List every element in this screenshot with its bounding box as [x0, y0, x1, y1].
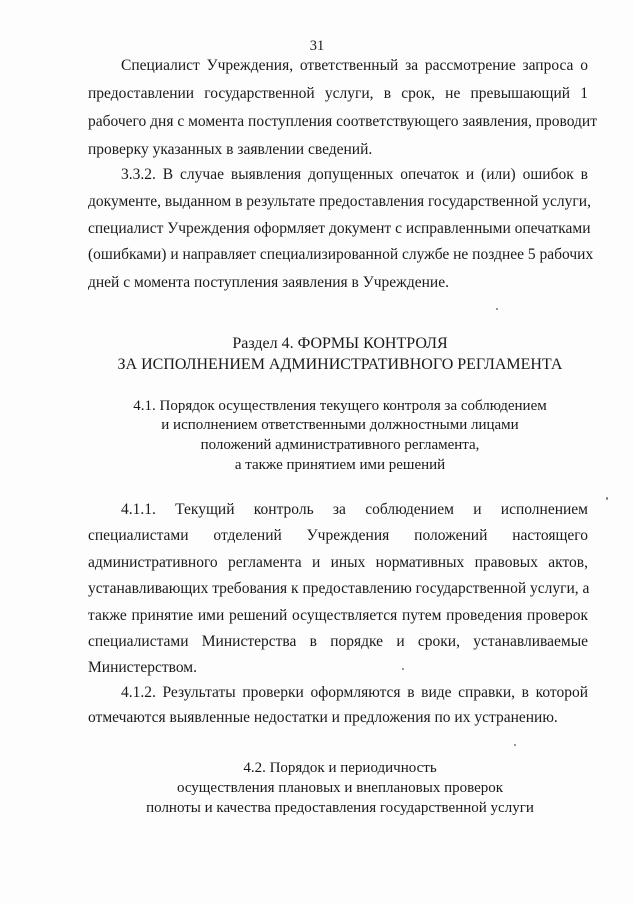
scan-speck: [402, 668, 404, 670]
scan-speck: [514, 744, 516, 746]
page-number: 31: [309, 38, 325, 54]
para-4-1-1-line-7: Министерством.: [88, 659, 197, 676]
para-1-line-4: проверку указанных в заявлении сведений.: [88, 141, 373, 158]
para-2-line-4: (ошибками) и направляет специализированной службе не позднее 5 рабочих: [88, 246, 594, 263]
subsection-4-1-line-4: а также принятием ими решений: [234, 457, 446, 473]
para-2-line-5: дней с момента поступления заявления в Учреждение.: [88, 274, 449, 291]
subsection-4-2-line-1: 4.2. Порядок и периодичность: [243, 760, 437, 776]
para-2-line-1: 3.3.2. В случае выявления допущенных опечаток и (или) ошибок в: [121, 166, 588, 183]
para-1-line-1: Специалист Учреждения, ответственный за рассмотрение запроса о: [121, 57, 588, 74]
subsection-4-1-line-2: и исполнением ответственными должностными лицами: [161, 417, 519, 433]
subsection-4-1-line-3: положений административного регламента,: [200, 437, 480, 453]
para-1-line-3: рабочего дня с момента поступления соответствующего заявления, проводит: [88, 113, 597, 130]
scan-speck: [496, 308, 498, 310]
para-4-1-1-line-2: специалистами отделений Учреждения положений настоящего: [88, 527, 588, 544]
para-4-1-2-line-1: 4.1.2. Результаты проверки оформляются в виде справки, в которой: [121, 684, 588, 701]
section-title-line-1: Раздел 4. ФОРМЫ КОНТРОЛЯ: [232, 335, 448, 352]
section-title-line-2: ЗА ИСПОЛНЕНИЕМ АДМИНИСТРАТИВНОГО РЕГЛАМЕНТА: [117, 356, 563, 373]
subsection-4-2-line-2: осуществления плановых и внеплановых проверок: [176, 780, 504, 796]
subsection-4-1-line-1: 4.1. Порядок осуществления текущего контроля за соблюдением: [133, 398, 547, 414]
para-4-1-1-line-4: устанавливающих требования к предоставлению государственной услуги, а: [88, 580, 590, 597]
para-2-line-3: специалист Учреждения оформляет документ с исправленными опечатками: [88, 220, 591, 237]
para-4-1-1-line-6: специалистами Министерства в порядке и сроки, устанавливаемые: [88, 633, 588, 650]
para-4-1-2-line-2: отмечаются выявленные недостатки и предложения по их устранению.: [88, 709, 558, 726]
scan-speck: [606, 497, 608, 500]
para-2-line-2: документе, выданном в результате предоставления государственной услуги,: [88, 193, 591, 210]
para-4-1-1-line-1: 4.1.1. Текущий контроль за соблюдением и исполнением: [121, 501, 588, 518]
para-4-1-1-line-5: также принятие ими решений осуществляется путем проведения проверок: [88, 607, 588, 624]
para-4-1-1-line-3: административного регламента и иных нормативных правовых актов,: [88, 554, 588, 571]
subsection-4-2-line-3: полноты и качества предоставления государственной услуги: [146, 800, 534, 816]
para-1-line-2: предоставлении государственной услуги, в срок, не превышающий 1: [88, 85, 588, 102]
